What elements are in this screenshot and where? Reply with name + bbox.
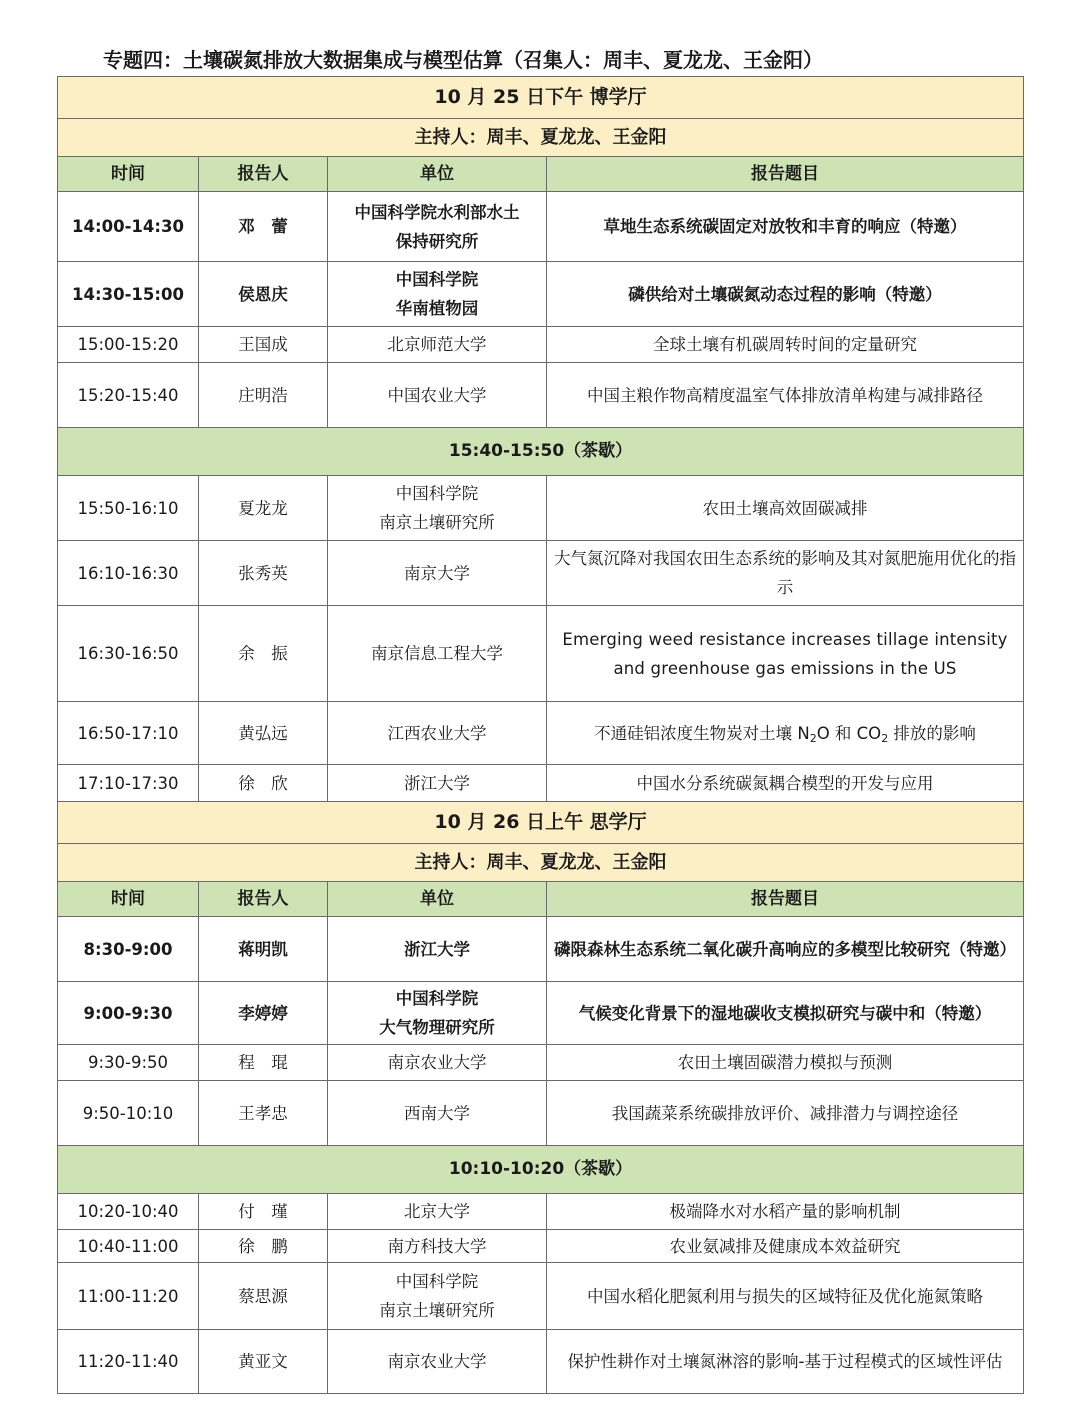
topic-cell: 农业氨减排及健康成本效益研究 — [547, 1230, 1024, 1263]
time-cell: 16:30-16:50 — [58, 606, 199, 702]
topic-cell: Emerging weed resistance increases tillage intensity and greenhouse gas emissions in the US — [547, 606, 1024, 702]
time-cell: 16:10-16:30 — [58, 541, 199, 606]
speaker-cell: 邓 蕾 — [199, 192, 328, 262]
speaker-cell: 黄弘远 — [199, 702, 328, 765]
unit-cell: 江西农业大学 — [328, 702, 547, 765]
table-row — [58, 1194, 1024, 1230]
table-row — [58, 702, 1024, 765]
topic-cell: 中国主粮作物高精度温室气体排放清单构建与减排路径 — [547, 363, 1024, 428]
topic-cell: 全球土壤有机碳周转时间的定量研究 — [547, 327, 1024, 363]
col-header-time: 时间 — [58, 157, 199, 192]
time-cell: 15:20-15:40 — [58, 363, 199, 428]
speaker-cell: 付 瑾 — [199, 1194, 328, 1230]
table-row — [58, 262, 1024, 327]
topic-cell: 极端降水对水稻产量的影响机制 — [547, 1194, 1024, 1230]
unit-cell: 中国农业大学 — [328, 363, 547, 428]
break-row — [58, 1146, 1024, 1194]
unit-line: 中国科学院 — [395, 484, 479, 503]
topic-cell: 中国水稻化肥氮利用与损失的区域特征及优化施氮策略 — [547, 1263, 1024, 1330]
time-cell: 11:20-11:40 — [58, 1330, 199, 1394]
unit-line: 中国科学院 — [395, 989, 479, 1008]
session-header-row — [58, 802, 1024, 844]
unit-cell: 南京农业大学 — [328, 1330, 547, 1394]
table-row — [58, 363, 1024, 428]
unit-cell: 浙江大学 — [328, 917, 547, 982]
time-cell: 17:10-17:30 — [58, 765, 199, 802]
unit-cell — [328, 476, 547, 541]
tea-break: 15:40-15:50（茶歇） — [58, 428, 1024, 476]
table-row — [58, 982, 1024, 1045]
table-row — [58, 606, 1024, 702]
unit-cell: 北京大学 — [328, 1194, 547, 1230]
unit-cell: 南京信息工程大学 — [328, 606, 547, 702]
table-row — [58, 541, 1024, 606]
table-row — [58, 327, 1024, 363]
unit-line: 大气物理研究所 — [379, 1018, 495, 1037]
column-header-row — [58, 882, 1024, 917]
break-row — [58, 428, 1024, 476]
col-header-time: 时间 — [58, 882, 199, 917]
topic-cell: 我国蔬菜系统碳排放评价、减排潜力与调控途径 — [547, 1081, 1024, 1146]
col-header-speaker: 报告人 — [199, 882, 328, 917]
time-cell: 16:50-17:10 — [58, 702, 199, 765]
speaker-cell: 余 振 — [199, 606, 328, 702]
topic-cell: 中国水分系统碳氮耦合模型的开发与应用 — [547, 765, 1024, 802]
unit-cell: 浙江大学 — [328, 765, 547, 802]
host-row — [58, 119, 1024, 157]
topic-cell: 磷限森林生态系统二氧化碳升高响应的多模型比较研究（特邀） — [547, 917, 1024, 982]
speaker-cell: 黄亚文 — [199, 1330, 328, 1394]
time-cell: 9:30-9:50 — [58, 1045, 199, 1081]
time-cell: 10:40-11:00 — [58, 1230, 199, 1263]
time-cell: 8:30-9:00 — [58, 917, 199, 982]
table-row — [58, 1045, 1024, 1081]
col-header-unit: 单位 — [328, 157, 547, 192]
speaker-cell: 蒋明凯 — [199, 917, 328, 982]
time-cell: 10:20-10:40 — [58, 1194, 199, 1230]
speaker-cell: 王孝忠 — [199, 1081, 328, 1146]
time-cell: 11:00-11:20 — [58, 1263, 199, 1330]
unit-line: 中国科学院 — [395, 1272, 479, 1291]
speaker-cell: 李婷婷 — [199, 982, 328, 1045]
table-row — [58, 1081, 1024, 1146]
table-row — [58, 1230, 1024, 1263]
speaker-cell: 庄明浩 — [199, 363, 328, 428]
session-hosts: 主持人：周丰、夏龙龙、王金阳 — [58, 844, 1024, 882]
time-cell: 14:00-14:30 — [58, 192, 199, 262]
topic-cell: 农田土壤固碳潜力模拟与预测 — [547, 1045, 1024, 1081]
time-cell: 15:50-16:10 — [58, 476, 199, 541]
time-cell: 9:00-9:30 — [58, 982, 199, 1045]
unit-line: 南京土壤研究所 — [379, 513, 495, 532]
unit-cell: 北京师范大学 — [328, 327, 547, 363]
topic-cell — [547, 702, 1024, 765]
session-hosts: 主持人：周丰、夏龙龙、王金阳 — [58, 119, 1024, 157]
unit-cell — [328, 982, 547, 1045]
unit-line: 华南植物园 — [395, 299, 479, 318]
table-row — [58, 476, 1024, 541]
unit-cell — [328, 262, 547, 327]
topic-cell: 气候变化背景下的湿地碳收支模拟研究与碳中和（特邀） — [547, 982, 1024, 1045]
col-header-topic: 报告题目 — [547, 157, 1024, 192]
unit-cell: 南京农业大学 — [328, 1045, 547, 1081]
schedule-table — [57, 76, 1024, 1394]
unit-line: 中国科学院水利部水土 — [354, 202, 520, 222]
time-cell: 15:00-15:20 — [58, 327, 199, 363]
tea-break: 10:10-10:20（茶歇） — [58, 1146, 1024, 1194]
speaker-cell: 王国成 — [199, 327, 328, 363]
table-row — [58, 1330, 1024, 1394]
speaker-cell: 侯恩庆 — [199, 262, 328, 327]
unit-line: 南京土壤研究所 — [379, 1301, 495, 1320]
column-header-row — [58, 157, 1024, 192]
topic-text: 不通硅铝浓度生物炭对土壤 N — [594, 723, 810, 743]
speaker-cell: 徐 欣 — [199, 765, 328, 802]
table-row — [58, 917, 1024, 982]
speaker-cell: 徐 鹏 — [199, 1230, 328, 1263]
table-row — [58, 192, 1024, 262]
unit-cell — [328, 1263, 547, 1330]
unit-line: 保持研究所 — [395, 231, 479, 251]
unit-line: 中国科学院 — [395, 270, 479, 289]
document-title: 专题四：土壤碳氮排放大数据集成与模型估算（召集人：周丰、夏龙龙、王金阳） — [103, 48, 823, 72]
subscript: 2 — [881, 731, 889, 745]
speaker-cell: 蔡思源 — [199, 1263, 328, 1330]
speaker-cell: 夏龙龙 — [199, 476, 328, 541]
topic-cell: 大气氮沉降对我国农田生态系统的影响及其对氮肥施用优化的指示 — [547, 541, 1024, 606]
subscript: 2 — [809, 731, 817, 745]
session-date-venue: 10 月 26 日上午 思学厅 — [58, 802, 1024, 844]
session-header-row — [58, 77, 1024, 119]
col-header-unit: 单位 — [328, 882, 547, 917]
unit-cell: 南京大学 — [328, 541, 547, 606]
host-row — [58, 844, 1024, 882]
col-header-topic: 报告题目 — [547, 882, 1024, 917]
unit-cell: 南方科技大学 — [328, 1230, 547, 1263]
topic-text: 排放的影响 — [888, 723, 976, 743]
col-header-speaker: 报告人 — [199, 157, 328, 192]
topic-cell: 农田土壤高效固碳减排 — [547, 476, 1024, 541]
topic-cell: 保护性耕作对土壤氮淋溶的影响-基于过程模式的区域性评估 — [547, 1330, 1024, 1394]
unit-cell: 西南大学 — [328, 1081, 547, 1146]
time-cell: 14:30-15:00 — [58, 262, 199, 327]
table-row — [58, 1263, 1024, 1330]
topic-text: O 和 CO — [816, 723, 882, 743]
table-row — [58, 765, 1024, 802]
time-cell: 9:50-10:10 — [58, 1081, 199, 1146]
topic-cell: 草地生态系统碳固定对放牧和丰育的响应（特邀） — [547, 192, 1024, 262]
speaker-cell: 程 琨 — [199, 1045, 328, 1081]
session-date-venue: 10 月 25 日下午 博学厅 — [58, 77, 1024, 119]
topic-cell: 磷供给对土壤碳氮动态过程的影响（特邀） — [547, 262, 1024, 327]
unit-cell — [328, 192, 547, 262]
speaker-cell: 张秀英 — [199, 541, 328, 606]
